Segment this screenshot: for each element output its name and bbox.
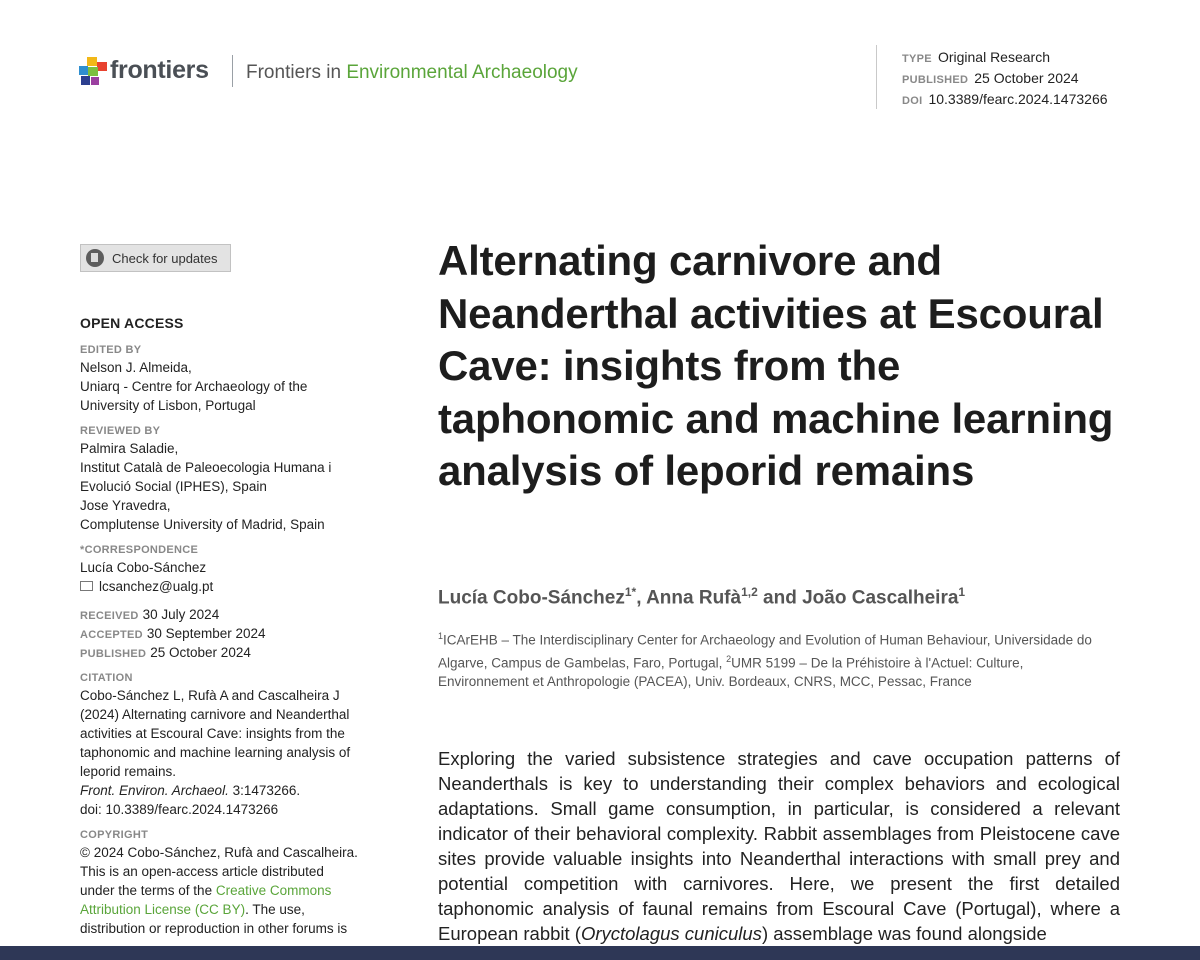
meta-value: Original Research — [937, 49, 1050, 65]
dates-block — [80, 605, 400, 662]
received-row — [80, 605, 400, 624]
correspondence-email[interactable]: lcsanchez@ualg.pt — [99, 579, 214, 594]
author-name[interactable]: Lucía Cobo-Sánchez — [438, 587, 625, 609]
footer-bar — [0, 946, 1200, 960]
citation-line: activities at Escoural Cave: insights from the — [80, 726, 345, 741]
meta-value[interactable]: 10.3389/fearc.2024.1473266 — [928, 91, 1108, 107]
open-access-label: OPEN ACCESS — [80, 315, 184, 331]
citation-line: taphonomic and machine learning analysis of — [80, 745, 351, 760]
cc-license-link-cont[interactable]: Attribution License (CC BY) — [80, 902, 246, 917]
editor-line: University of Lisbon, Portugal — [80, 398, 256, 413]
abstract — [438, 746, 1120, 946]
check-for-updates-label: Check for updates — [112, 250, 218, 266]
editor-line: Uniarq - Centre for Archaeology of the — [80, 379, 308, 394]
abstract-species: Oryctolagus cuniculus — [580, 923, 762, 944]
citation-line: Cobo-Sánchez L, Rufà A and Cascalheira J — [80, 688, 340, 703]
published-row — [80, 643, 400, 662]
correspondence-name: Lucía Cobo-Sánchez — [80, 560, 207, 575]
reviewed-by-block — [80, 424, 400, 534]
reviewer-line: Palmira Saladie, — [80, 441, 179, 456]
article-title: Alternating carnivore and Neanderthal activities at Escoural Cave: insights from the taphonomic and machine learning analysis of leporid remains — [438, 237, 1114, 494]
affil-sup: 1 — [438, 631, 444, 641]
citation-line: (2024) Alternating carnivore and Neanderthal — [80, 707, 350, 722]
copyright-line — [80, 900, 400, 919]
copyright-line: distribution or reproduction in other forums is — [80, 921, 348, 936]
citation-line: leporid remains. — [80, 764, 177, 779]
journal-title: Environmental Archaeology — [346, 62, 578, 83]
affil-sup: 2 — [726, 653, 732, 664]
citation-volume: 3:1473266. — [228, 783, 301, 798]
reviewer-line: Evolució Social (IPHES), Spain — [80, 479, 267, 494]
copyright-label: COPYRIGHT — [80, 829, 149, 841]
journal-name[interactable] — [246, 62, 578, 84]
meta-label: TYPE — [902, 53, 932, 65]
meta-value: 25 October 2024 — [974, 70, 1079, 86]
mail-icon — [80, 581, 93, 591]
meta-label: PUBLISHED — [902, 74, 969, 86]
reviewed-by-label: REVIEWED BY — [80, 425, 161, 437]
citation-journal-line — [80, 781, 400, 800]
brand-divider — [232, 55, 233, 87]
cc-license-link[interactable]: Creative Commons — [215, 883, 332, 898]
copyright-line: This is an open-access article distributed — [80, 864, 324, 879]
meta-divider — [876, 45, 877, 109]
article-meta — [902, 48, 1108, 111]
citation-label: CITATION — [80, 672, 133, 684]
meta-doi — [902, 90, 1108, 111]
copyright-text: under the terms of the — [80, 883, 216, 898]
copyright-line: © 2024 Cobo-Sánchez, Rufà and Cascalheira. — [80, 845, 358, 860]
citation-doi[interactable]: doi: 10.3389/fearc.2024.1473266 — [80, 802, 279, 817]
abstract-text-cont: ) assemblage was found alongside — [761, 923, 1047, 944]
journal-prefix: Frontiers in — [246, 62, 342, 83]
published-date: 25 October 2024 — [150, 645, 251, 660]
edited-by-label: EDITED BY — [80, 344, 142, 356]
author-name[interactable]: Anna Rufà — [646, 587, 742, 609]
received-label: RECEIVED — [80, 610, 139, 622]
reviewer-line: Institut Català de Paleoecologia Humana i — [80, 460, 332, 475]
meta-type — [902, 48, 1108, 69]
correspondence-label: *CORRESPONDENCE — [80, 544, 199, 556]
reviewer-line: Complutense University of Madrid, Spain — [80, 517, 325, 532]
correspondence-email-row[interactable] — [80, 577, 400, 596]
author-and: and — [757, 587, 803, 609]
author-separator: , — [636, 587, 647, 609]
meta-published — [902, 69, 1108, 90]
author-affil-sup: 1,2 — [741, 585, 758, 599]
page-header — [0, 0, 1200, 120]
received-date: 30 July 2024 — [142, 607, 220, 622]
accepted-date: 30 September 2024 — [146, 626, 266, 641]
accepted-row — [80, 624, 400, 643]
abstract-text: Exploring the varied subsistence strategies and cave occupation patterns of Neanderthals is key to understanding their complex behaviors and ecological adaptations. Small game consumption, in particular, is considered a relevant indicator of their behavioral complexity. Rabbit assemblages from Pleistocene cave sites provide valuable insights into Neanderthal interactions with small prey and potential competition with carnivores. Here, we present the first detailed taphonomic analysis of faunal remains from Escoural Cave (Portugal), where a European rabbit ( — [438, 748, 1120, 944]
citation-journal: Front. Environ. Archaeol. — [80, 783, 229, 798]
citation-block — [80, 671, 400, 819]
author-list — [438, 585, 965, 609]
reviewer-line: Jose Yravedra, — [80, 498, 171, 513]
article-sidebar — [80, 314, 400, 947]
brand-name[interactable]: frontiers — [110, 56, 209, 84]
affiliation-1: ICArEHB – The Interdisciplinary Center for Archaeology and Evolution of Human Behaviour, Universidade do Algarve, Campus de Gambelas, Faro, Portugal, — [438, 632, 1092, 670]
copyright-block — [80, 828, 400, 938]
copyright-text: . The use, — [245, 902, 305, 917]
edited-by-block — [80, 343, 400, 415]
bookmark-icon — [86, 249, 104, 267]
meta-label: DOI — [902, 95, 923, 107]
author-affil-sup: 1 — [958, 585, 966, 599]
author-affil-sup: 1* — [624, 585, 637, 599]
copyright-line — [80, 881, 400, 900]
check-for-updates-button[interactable] — [80, 244, 231, 272]
editor-line: Nelson J. Almeida, — [80, 360, 192, 375]
affiliations — [438, 627, 1098, 691]
author-name[interactable]: João Cascalheira — [802, 587, 959, 609]
accepted-label: ACCEPTED — [80, 629, 143, 641]
frontiers-logo-icon — [78, 56, 108, 86]
affiliation-2: UMR 5199 – De la Préhistoire à l'Actuel: Culture, Environnement et Anthropologie (PACEA), Univ. Bordeaux, CNRS, MCC, Pessac, France — [438, 655, 1024, 689]
published-label: PUBLISHED — [80, 648, 147, 660]
correspondence-block — [80, 543, 400, 596]
